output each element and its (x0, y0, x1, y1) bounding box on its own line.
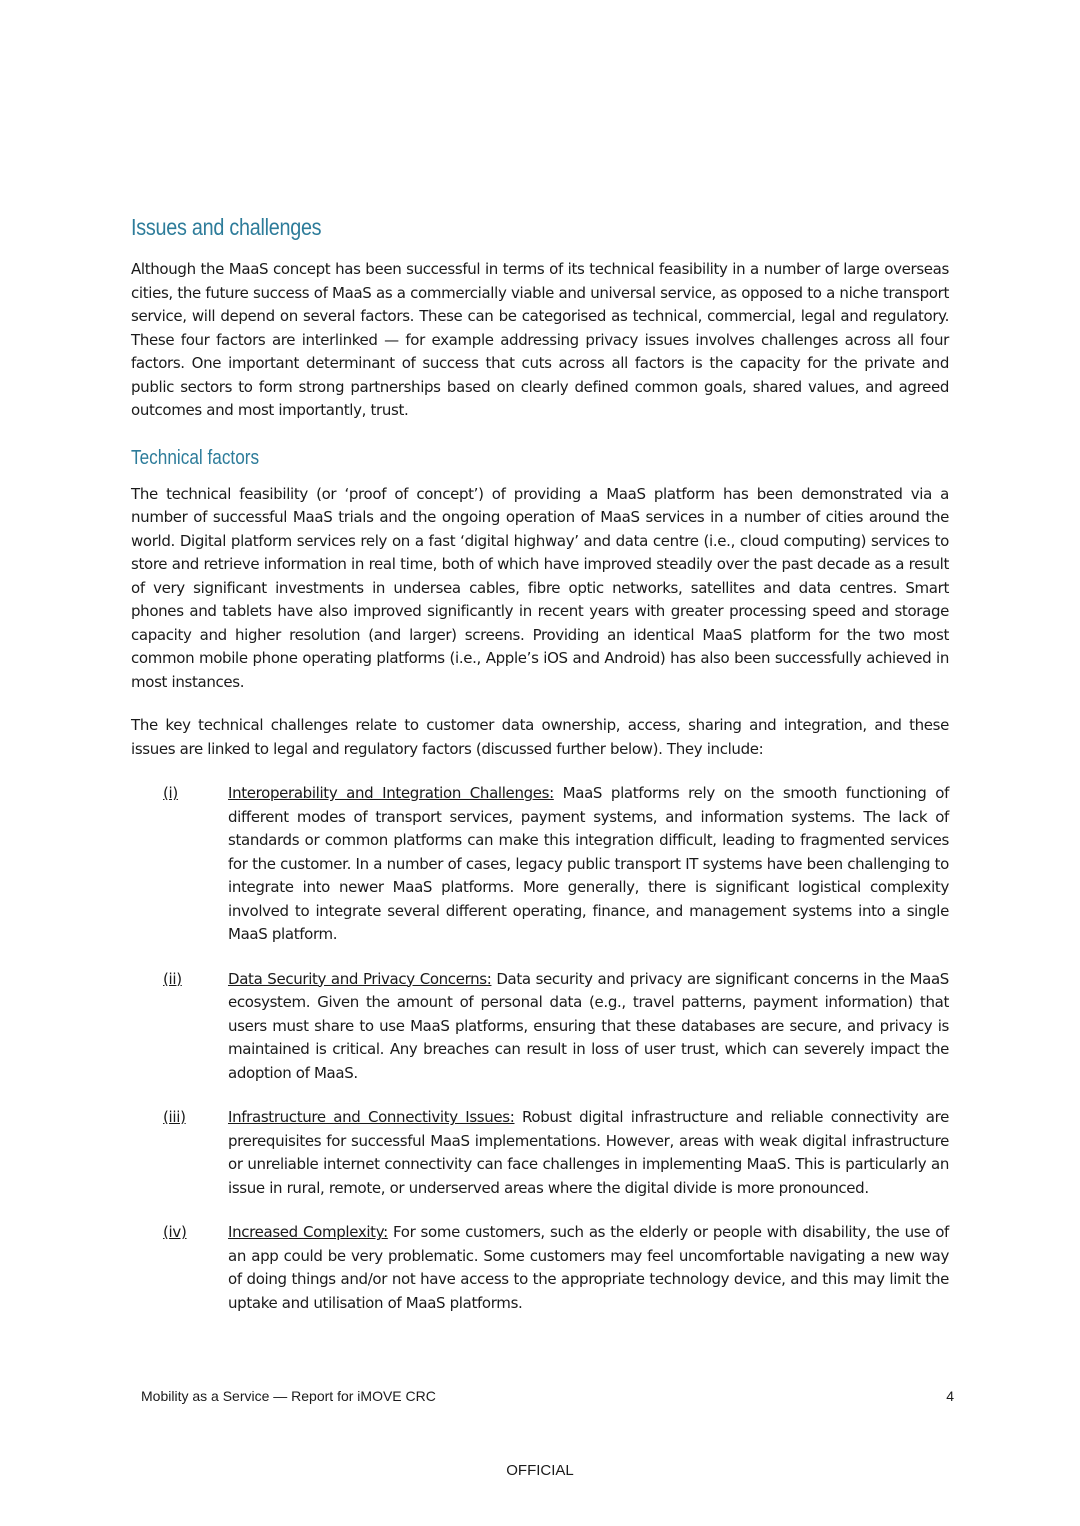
technical-factors-heading: Technical factors (131, 446, 260, 469)
list-item-title: Increased Complexity: (228, 1223, 388, 1241)
technical-paragraph-2: The key technical challenges relate to customer data ownership, access, sharing and integration, and these issues are linked to legal and regulatory factors (discussed further below). They include: (131, 716, 949, 758)
list-marker: (iii) (163, 1108, 186, 1126)
list-marker: (ii) (163, 969, 182, 988)
list-item (131, 1221, 949, 1315)
list-item (131, 782, 949, 947)
list-item-body: For some customers, such as the elderly or people with disability, the use of an app could be very problematic. Some customers may feel uncomfortable navigating a new way of doing things and/or not have access to the appropriate technology device, and this may limit the uptake and utilisation of MaaS platforms. (228, 1223, 949, 1312)
list-item-title: Data Security and Privacy Concerns: (228, 969, 492, 988)
list-item-text (228, 782, 949, 947)
list-item-body: Robust digital infrastructure and reliable connectivity are prerequisites for successful MaaS implementations. However, areas with weak digital infrastructure or unreliable internet connectivity can face challenges in implementing MaaS. This is particularly an issue in rural, remote, or underserved areas where the digital divide is more pronounced. (228, 1108, 949, 1197)
list-item (131, 968, 949, 1086)
list-marker: (iv) (163, 1223, 187, 1241)
list-item (131, 1106, 949, 1200)
section-heading: Issues and challenges (131, 214, 322, 240)
page-content (131, 208, 949, 1336)
list-item-text (228, 1106, 949, 1200)
list-item-text (228, 968, 949, 1086)
technical-paragraph-1: The technical feasibility (or ‘proof of concept’) of providing a MaaS platform has been demonstrated via a number of successful MaaS trials and the ongoing operation of MaaS services in a number of cities around the world. Digital platform services rely on a fast ‘digital highway’ and data centre (i.e., cloud computing) services to store and retrieve information in real time, both of which have improved steadily over the past decade as a result of very significant investments in undersea cables, fibre optic networks, satellites and data centres. Smart phones and tablets have also improved significantly in recent years with greater processing speed and storage capacity and higher resolution (and larger) screens. Providing an identical MaaS platform for the two most common mobile phone operating platforms (i.e., Apple’s iOS and Android) has also been successfully achieved in most instances. (131, 484, 949, 691)
page-number: 4 (946, 1388, 954, 1404)
challenges-list (131, 782, 949, 1315)
list-marker: (i) (163, 784, 178, 802)
list-item-title: Interoperability and Integration Challenges: (228, 784, 554, 802)
classification-label: OFFICIAL (506, 1462, 574, 1479)
list-item-title: Infrastructure and Connectivity Issues: (228, 1108, 515, 1126)
list-item-body: MaaS platforms rely on the smooth functioning of different modes of transport services, payment systems, and information systems. The lack of standards or common platforms can make this integration difficult, leading to fragmented services for the customer. In a number of cases, legacy public transport IT systems have been challenging to integrate into newer MaaS platforms. More generally, there is significant logistical complexity involved to integrate several different operating, finance, and management systems into a single MaaS platform. (228, 784, 950, 943)
intro-paragraph: Although the MaaS concept has been successful in terms of its technical feasibility in a number of large overseas cities, the future success of MaaS as a commercially viable and universal service, as opposed to a niche transport service, will depend on several factors. These can be categorised as technical, commercial, legal and regulatory. These four factors are interlinked — for example addressing privacy issues involves challenges across all four factors. One important determinant of success that cuts across all factors is the capacity for the private and public sectors to form strong partnerships based on clearly defined common goals, shared values, and agreed outcomes and most importantly, trust. (131, 260, 949, 419)
list-item-text (228, 1221, 949, 1315)
list-item-body: Data security and privacy are significant concerns in the MaaS ecosystem. Given the amount of personal data (e.g., travel patterns, payment information) that users must share to use MaaS platforms, ensuring that these databases are secure, and privacy is maintained is critical. Any breaches can result in loss of user trust, which can severely impact the adoption of MaaS. (228, 969, 949, 1082)
footer-title: Mobility as a Service — Report for iMOVE CRC (141, 1388, 436, 1404)
